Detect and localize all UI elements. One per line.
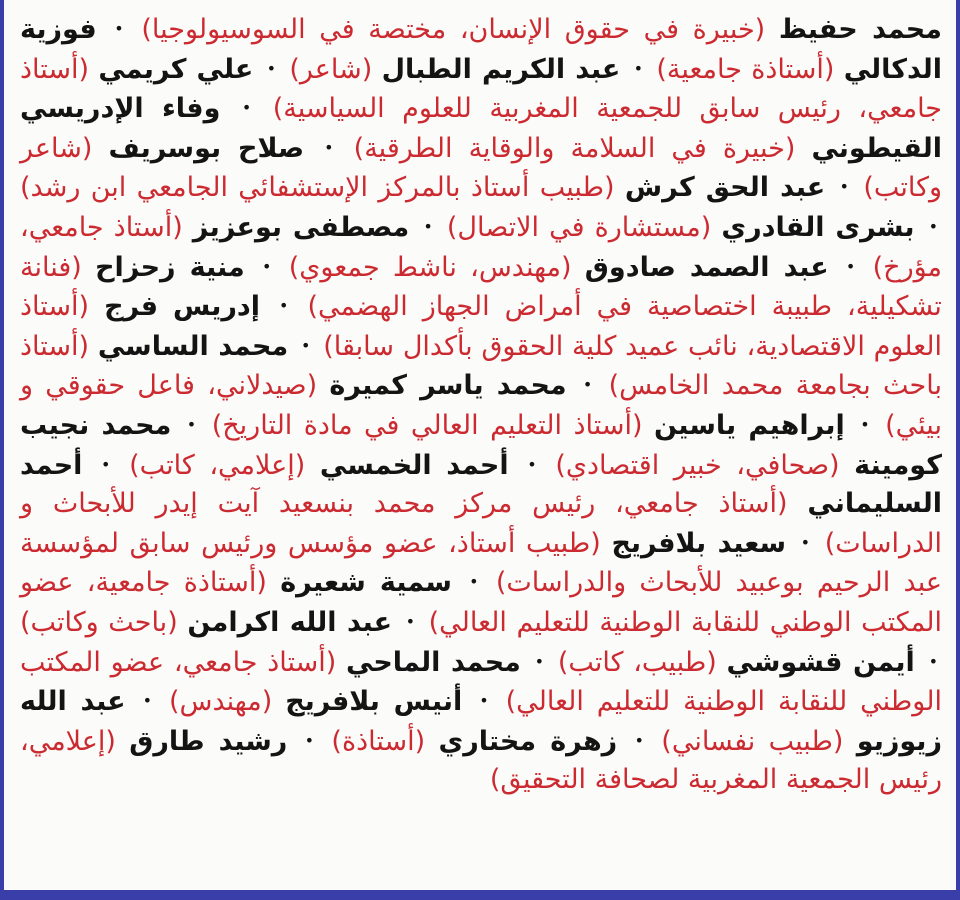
bullet-separator: • bbox=[534, 651, 545, 671]
bullet-separator: • bbox=[186, 414, 197, 434]
signatory-name: عبد الله زيوزيو bbox=[20, 686, 942, 757]
signatory-name: القيطوني bbox=[811, 132, 942, 164]
signatory-name: محمد الساسي bbox=[97, 330, 289, 362]
signatory-title: (طبيب، كاتب) bbox=[557, 646, 717, 678]
bullet-separator: • bbox=[114, 19, 124, 38]
signatory-name: إدريس bbox=[173, 291, 260, 323]
signatory-name: صلاح بوسريف bbox=[108, 132, 305, 164]
bullet-separator: • bbox=[324, 137, 334, 157]
signatory-title: (خبيرة في حقوق الإنسان، مختصة في السوسيولوجيا) bbox=[141, 14, 766, 45]
signatory-title: (أستاذ جامعي، رئيس سابق للجمعية المغربية للعلوم السياسية) bbox=[20, 53, 942, 125]
signatory-name: فرج bbox=[104, 291, 159, 323]
signatory-title: (شاعر وكاتب) bbox=[20, 132, 943, 204]
signatory-name: أيمن قشوشي bbox=[726, 646, 915, 678]
signatory-title: (خبيرة في السلامة والوقاية الطرقية) bbox=[353, 132, 796, 164]
signatory-name: عبد الله اكرامن bbox=[187, 606, 393, 638]
bullet-separator: • bbox=[928, 216, 938, 236]
signatory-name: سعيد بلافريج bbox=[611, 527, 787, 559]
signatory-title: (أستاذ جامعي، عضو المكتب الوطني للنقابة الوطنية للتعليم العالي) bbox=[20, 646, 942, 718]
signatory-name: محمد الماحي bbox=[346, 646, 521, 678]
bullet-separator: • bbox=[262, 256, 272, 276]
signatory-title: (صيدلاني، فاعل حقوقي و بيئي) bbox=[20, 370, 942, 441]
signatory-title: (أستاذ باحث بجامعة محمد الخامس) bbox=[20, 330, 942, 402]
bullet-separator: • bbox=[304, 730, 315, 750]
signatories-list bbox=[20, 10, 942, 800]
bullet-separator: • bbox=[405, 611, 416, 631]
bullet-separator: • bbox=[634, 730, 644, 750]
bullet-separator: • bbox=[142, 691, 153, 711]
signatory-name: الدكالي bbox=[843, 53, 942, 85]
signatory-title: (مهندس) bbox=[168, 686, 273, 718]
signatory-title: (مهندس، ناشط جمعوي) bbox=[288, 251, 572, 283]
signatory-name: محمد ياسر كميرة bbox=[329, 370, 567, 402]
bullet-separator: • bbox=[423, 216, 433, 236]
signatory-title: (أستاذة جامعية) bbox=[656, 53, 835, 85]
bullet-separator: • bbox=[582, 375, 593, 395]
signatory-title: (طبيب نفساني) bbox=[661, 725, 844, 757]
signatory-name: عبد الحق كرش bbox=[624, 172, 826, 204]
bullet-separator: • bbox=[633, 58, 644, 78]
signatory-name: الخمسي bbox=[319, 449, 432, 481]
signatory-name: رشيد طارق bbox=[129, 725, 288, 757]
signatory-name: زهرة مختاري bbox=[438, 725, 618, 757]
signatory-name: إبراهيم ياسين bbox=[654, 409, 845, 441]
signatory-title: (مستشارة في الاتصال) bbox=[446, 211, 712, 243]
signatory-name: أحمد السليماني bbox=[20, 449, 942, 520]
signatory-name: بشرى القادري bbox=[721, 211, 915, 243]
bullet-separator: • bbox=[101, 454, 111, 474]
signatory-title: (شاعر) bbox=[289, 53, 373, 85]
signatory-title: (أستاذ جامعي، رئيس مركز محمد بنسعيد آيت إيدر للأبحاث و الدراسات) bbox=[20, 488, 942, 559]
signatory-name: وفاء الإدريسي bbox=[20, 93, 221, 125]
signatory-title: (أستاذ العلوم الاقتصادية، نائب عميد كلية الحقوق بأكدال سابقا) bbox=[20, 291, 943, 362]
signatory-title: (فنانة تشكيلية، طبيبة اختصاصية في أمراض الجهاز الهضمي) bbox=[20, 251, 942, 323]
signatory-title: (أستاذة جامعية، عضو المكتب الوطني للنقابة الوطنية للتعليم العالي) bbox=[20, 567, 943, 638]
bullet-separator: • bbox=[266, 58, 277, 78]
signatory-name: محمد حفيظ bbox=[778, 14, 942, 45]
signatory-name: عبد الكريم الطبال bbox=[381, 53, 621, 85]
bullet-separator: • bbox=[928, 651, 938, 671]
signatory-name: منية زحزاح bbox=[95, 251, 245, 283]
signatory-name: سمية شعيرة bbox=[280, 567, 452, 599]
bullet-separator: • bbox=[279, 296, 289, 316]
signatory-title: (أستاذ جامعي، مؤرخ) bbox=[20, 211, 943, 283]
bullet-separator: • bbox=[469, 572, 479, 592]
signatory-title: (إعلامي، كاتب) bbox=[129, 449, 306, 481]
signatory-title: (طبيب أستاذ بالمركز الإستشفائي الجامعي ابن رشد) bbox=[20, 172, 615, 204]
signatory-name: عبد الصمد صادوق bbox=[584, 251, 829, 283]
signatory-title: (باحث وكاتب) bbox=[20, 606, 178, 638]
signatory-name: أنيس بلافريج bbox=[285, 686, 463, 718]
bullet-separator: • bbox=[527, 454, 537, 474]
signatory-title: (إعلامي، رئيس الجمعية المغربية لصحافة التحقيق) bbox=[20, 725, 942, 796]
signatory-name: فوزية bbox=[20, 14, 97, 45]
bullet-separator: • bbox=[839, 177, 849, 197]
signatory-title: (أستاذ التعليم العالي في مادة التاريخ) bbox=[211, 409, 643, 441]
bullet-separator: • bbox=[800, 532, 811, 552]
bullet-separator: • bbox=[845, 256, 856, 276]
bullet-separator: • bbox=[860, 414, 870, 434]
signatory-title: (أستاذة) bbox=[331, 725, 426, 757]
signatory-name: محمد نجيب كومينة bbox=[20, 409, 942, 481]
bullet-separator: • bbox=[301, 335, 311, 355]
signatory-name: علي كريمي bbox=[98, 53, 254, 85]
signatory-name: أحمد bbox=[446, 449, 509, 481]
bullet-separator: • bbox=[241, 98, 252, 118]
signatory-title: (صحافي، خبير اقتصادي) bbox=[555, 449, 840, 481]
signatory-name: مصطفى بوعزيز bbox=[192, 211, 410, 243]
bullet-separator: • bbox=[479, 691, 489, 711]
signatory-title: (طبيب أستاذ، عضو مؤسس ورئيس سابق لمؤسسة عبد الرحيم بوعبيد للأبحاث والدراسات) bbox=[20, 527, 942, 599]
